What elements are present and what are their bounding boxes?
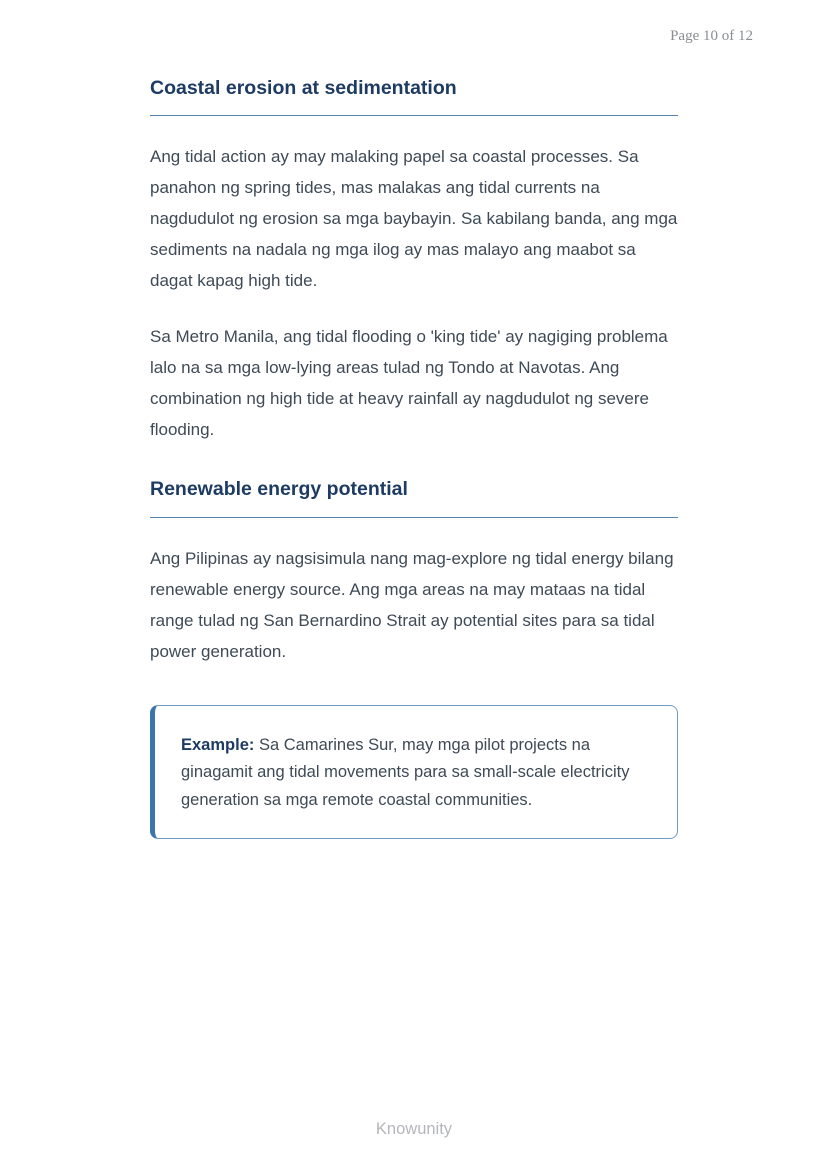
example-text: Sa Camarines Sur, may mga pilot projects na ginagamit ang tidal movements para sa small-scale electricity generation sa mga remote coastal communities.	[181, 735, 630, 809]
example-label: Example:	[181, 735, 255, 754]
section-heading-coastal-erosion: Coastal erosion at sedimentation	[150, 78, 678, 116]
example-callout-box	[150, 705, 678, 840]
paragraph-metro-manila: Sa Metro Manila, ang tidal flooding o 'king tide' ay nagiging problema lalo na sa mga low-lying areas tulad ng Tondo at Navotas. Ang combination ng high tide at heavy rainfall ay nagdudulot ng severe flooding.	[150, 327, 668, 440]
paragraph-tidal-action: Ang tidal action ay may malaking papel sa coastal processes. Sa panahon ng spring tides, mas malakas ang tidal currents na nagdudulot ng erosion sa mga baybayin. Sa kabilang banda, ang mga sediments na nadala ng mga ilog ay mas malayo ang maabot sa dagat kapag high tide.	[150, 147, 678, 291]
section-heading-renewable-energy: Renewable energy potential	[150, 479, 678, 517]
page-indicator: Page 10 of 12	[670, 28, 753, 44]
page-content	[150, 78, 678, 839]
paragraph-tidal-energy: Ang Pilipinas ay nagsisimula nang mag-explore ng tidal energy bilang renewable energy source. Ang mga areas na may mataas na tidal range tulad ng San Bernardino Strait ay potential sites para sa tidal power generation.	[150, 548, 674, 661]
example-paragraph	[181, 732, 649, 815]
footer-brand: Knowunity	[375, 1120, 453, 1138]
